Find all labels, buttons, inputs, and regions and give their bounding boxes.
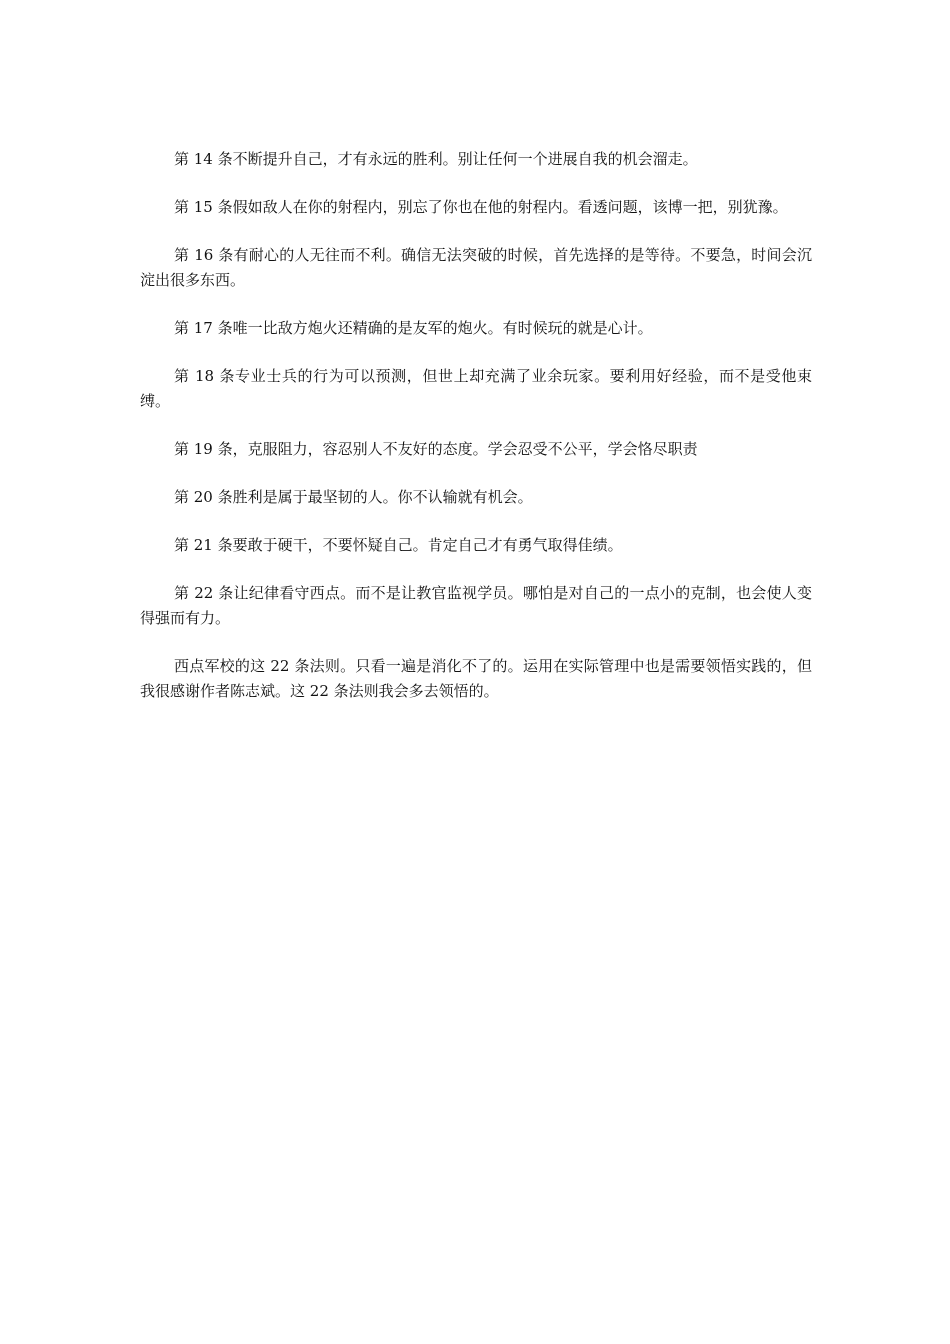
- rule-17-paragraph: 第 17 条唯一比敌方炮火还精确的是友军的炮火。有时候玩的就是心计。: [174, 319, 653, 337]
- rule-18-paragraph: 第 18 条专业士兵的行为可以预测，但世上却充满了业余玩家。要利用好经验，而不是受他束缚。: [140, 367, 812, 410]
- rule-19-paragraph: 第 19 条，克服阻力，容忍别人不友好的态度。学会忍受不公平，学会恪尽职责: [174, 440, 698, 458]
- rule-16-paragraph: 第 16 条有耐心的人无往而不利。确信无法突破的时候，首先选择的是等待。不要急，时间会沉淀出很多东西。: [140, 246, 812, 289]
- rule-22-paragraph: 第 22 条让纪律看守西点。而不是让教官监视学员。哪怕是对自己的一点小的克制，也会使人变得强而有力。: [140, 584, 812, 627]
- rule-21-paragraph: 第 21 条要敢于硬干，不要怀疑自己。肯定自己才有勇气取得佳绩。: [174, 536, 623, 554]
- rule-14-paragraph: 第 14 条不断提升自己，才有永远的胜利。别让任何一个进展自我的机会溜走。: [174, 150, 698, 168]
- rule-20-paragraph: 第 20 条胜利是属于最坚韧的人。你不认输就有机会。: [174, 488, 533, 506]
- rule-15-paragraph: 第 15 条假如敌人在你的射程内，别忘了你也在他的射程内。看透问题，该博一把，别犹豫。: [174, 198, 788, 216]
- document-body: [140, 147, 812, 727]
- conclusion-paragraph: 西点军校的这 22 条法则。只看一遍是消化不了的。运用在实际管理中也是需要领悟实践的，但我很感谢作者陈志斌。这 22 条法则我会多去领悟的。: [140, 657, 812, 700]
